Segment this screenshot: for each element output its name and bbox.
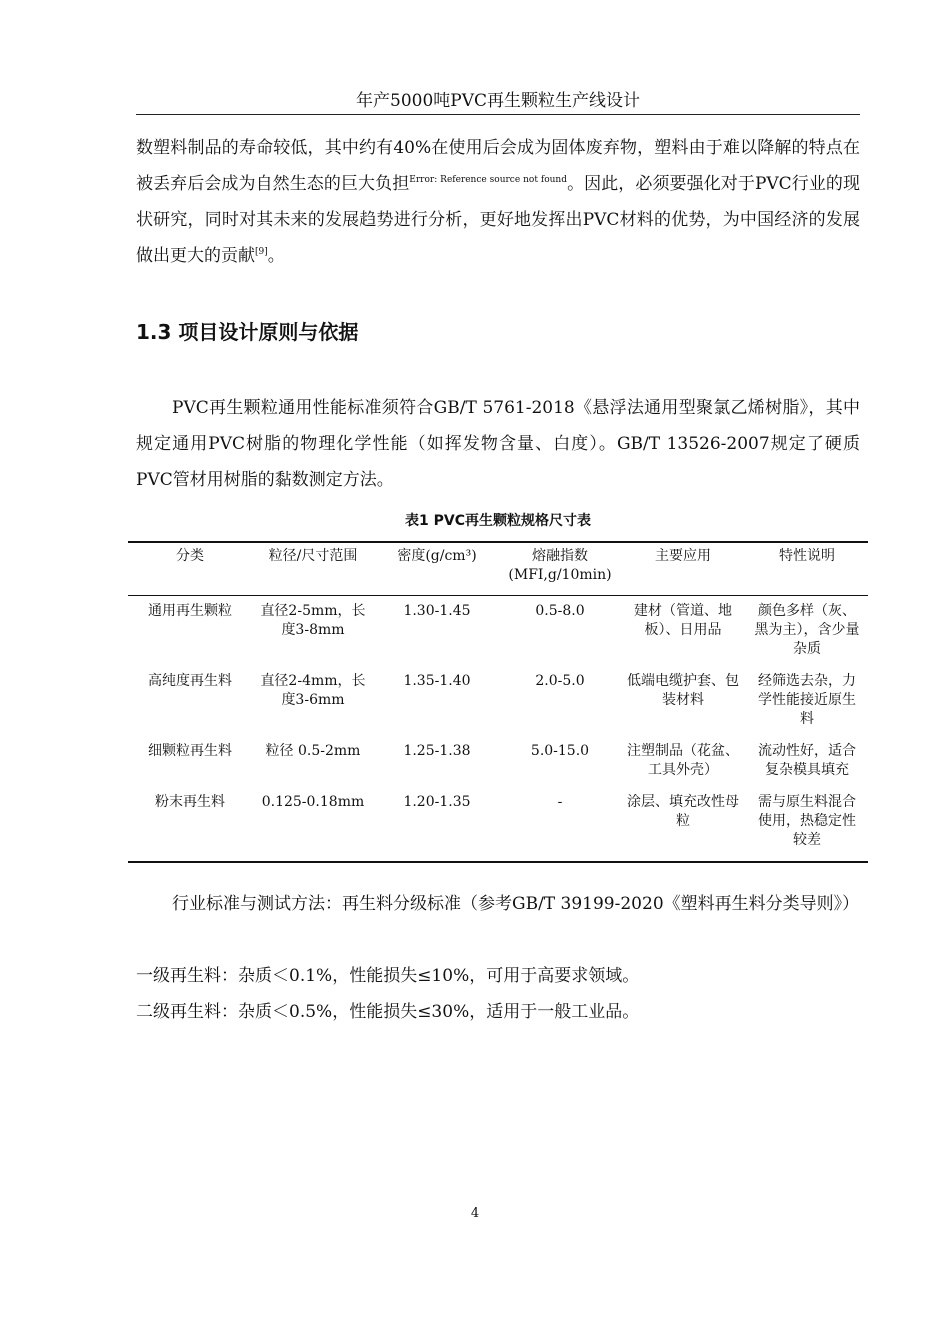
header-application: 主要应用 — [620, 542, 746, 596]
table-cell: 0.5-8.0 — [535, 603, 585, 619]
citation-9: [9] — [255, 247, 268, 257]
table-row — [128, 596, 868, 671]
section-heading: 1.3 项目设计原则与依据 — [136, 320, 359, 344]
header-density: 密度(g/cm³) — [374, 542, 500, 596]
table-cell: 1.25-1.38 — [403, 743, 471, 759]
table-cell: 高纯度再生料 — [148, 673, 232, 689]
table-cell: 1.30-1.45 — [403, 603, 471, 619]
table-cell: 涂层、填充改性母粒 — [627, 794, 739, 829]
table-cell: 细颗粒再生料 — [148, 743, 232, 759]
table-row — [128, 670, 868, 740]
table-cell: 粒径 0.5-2mm — [265, 743, 361, 759]
table-cell: 0.125-0.18mm — [261, 794, 365, 810]
header-size-range: 粒径/尺寸范围 — [252, 542, 374, 596]
spec-table — [128, 541, 868, 863]
grade-one-line: 一级再生料：杂质＜0.1%，性能损失≤10%，可用于高要求领域。 — [136, 966, 640, 986]
table-row — [128, 740, 868, 791]
table-cell: 低端电缆护套、包装材料 — [627, 673, 739, 708]
header-mfi: 熔融指数(MFI,g/10min) — [500, 542, 620, 596]
table-cell: 粉末再生料 — [155, 794, 225, 810]
table-cell: 2.0-5.0 — [535, 673, 585, 689]
grading-standard-paragraph: 行业标准与测试方法：再生料分级标准（参考GB/T 39199-2020《塑料再生料分类导则》） — [172, 894, 860, 914]
table-cell: 经筛选去杂，力学性能接近原生料 — [758, 673, 856, 727]
intro-paragraph — [136, 130, 860, 274]
header-category: 分类 — [128, 542, 252, 596]
intro-text-2: 。因此，必须要强化对于PVC行业的现状研究，同时对其未来的发展趋势进行分析，更好地发挥出PVC材料的优势，为中国经济的发展做出更大的贡献 — [136, 174, 860, 266]
table-cell: 1.20-1.35 — [403, 794, 471, 810]
table-cell: 通用再生颗粒 — [148, 603, 232, 619]
table-cell: 直径2-4mm，长度3-6mm — [260, 673, 366, 708]
table-row — [128, 791, 868, 862]
standards-paragraph: PVC再生颗粒通用性能标准须符合GB/T 5761-2018《悬浮法通用型聚氯乙烯树脂》，其中规定通用PVC树脂的物理化学性能（如挥发物含量、白度）。GB/T 13526-2007规定了硬质PVC管材用树脂的黏数测定方法。 — [136, 398, 860, 490]
header-characteristics: 特性说明 — [746, 542, 868, 596]
table-cell: 建材（管道、地板）、日用品 — [634, 603, 732, 638]
table-cell: 直径2-5mm，长度3-8mm — [260, 603, 366, 638]
reference-error-note: Error: Reference source not found — [409, 175, 567, 185]
page-number: 4 — [470, 1206, 480, 1221]
table-cell: 注塑制品（花盆、工具外壳） — [627, 743, 739, 778]
table-cell: 需与原生料混合使用，热稳定性较差 — [758, 794, 856, 848]
table-cell: 颜色多样（灰、黑为主），含少量杂质 — [754, 603, 860, 657]
table-cell: - — [557, 794, 563, 810]
table-header-row — [128, 542, 868, 596]
grade-two-line: 二级再生料：杂质＜0.5%，性能损失≤30%，适用于一般工业品。 — [136, 1002, 640, 1022]
table-cell: 1.35-1.40 — [403, 673, 471, 689]
table-caption: 表1 PVC再生颗粒规格尺寸表 — [405, 513, 591, 529]
table-cell: 流动性好，适合复杂模具填充 — [758, 743, 856, 778]
page-header: 年产5000吨PVC再生颗粒生产线设计 — [136, 88, 860, 115]
intro-text-3: 。 — [267, 246, 285, 266]
table-cell: 5.0-15.0 — [530, 743, 590, 759]
intro-text-1: 数塑料制品的寿命较低，其中约有40%在使用后会成为固体废弃物，塑料由于难以降解的特点在被丢弃后会成为自然生态的巨大负担 — [136, 138, 860, 194]
